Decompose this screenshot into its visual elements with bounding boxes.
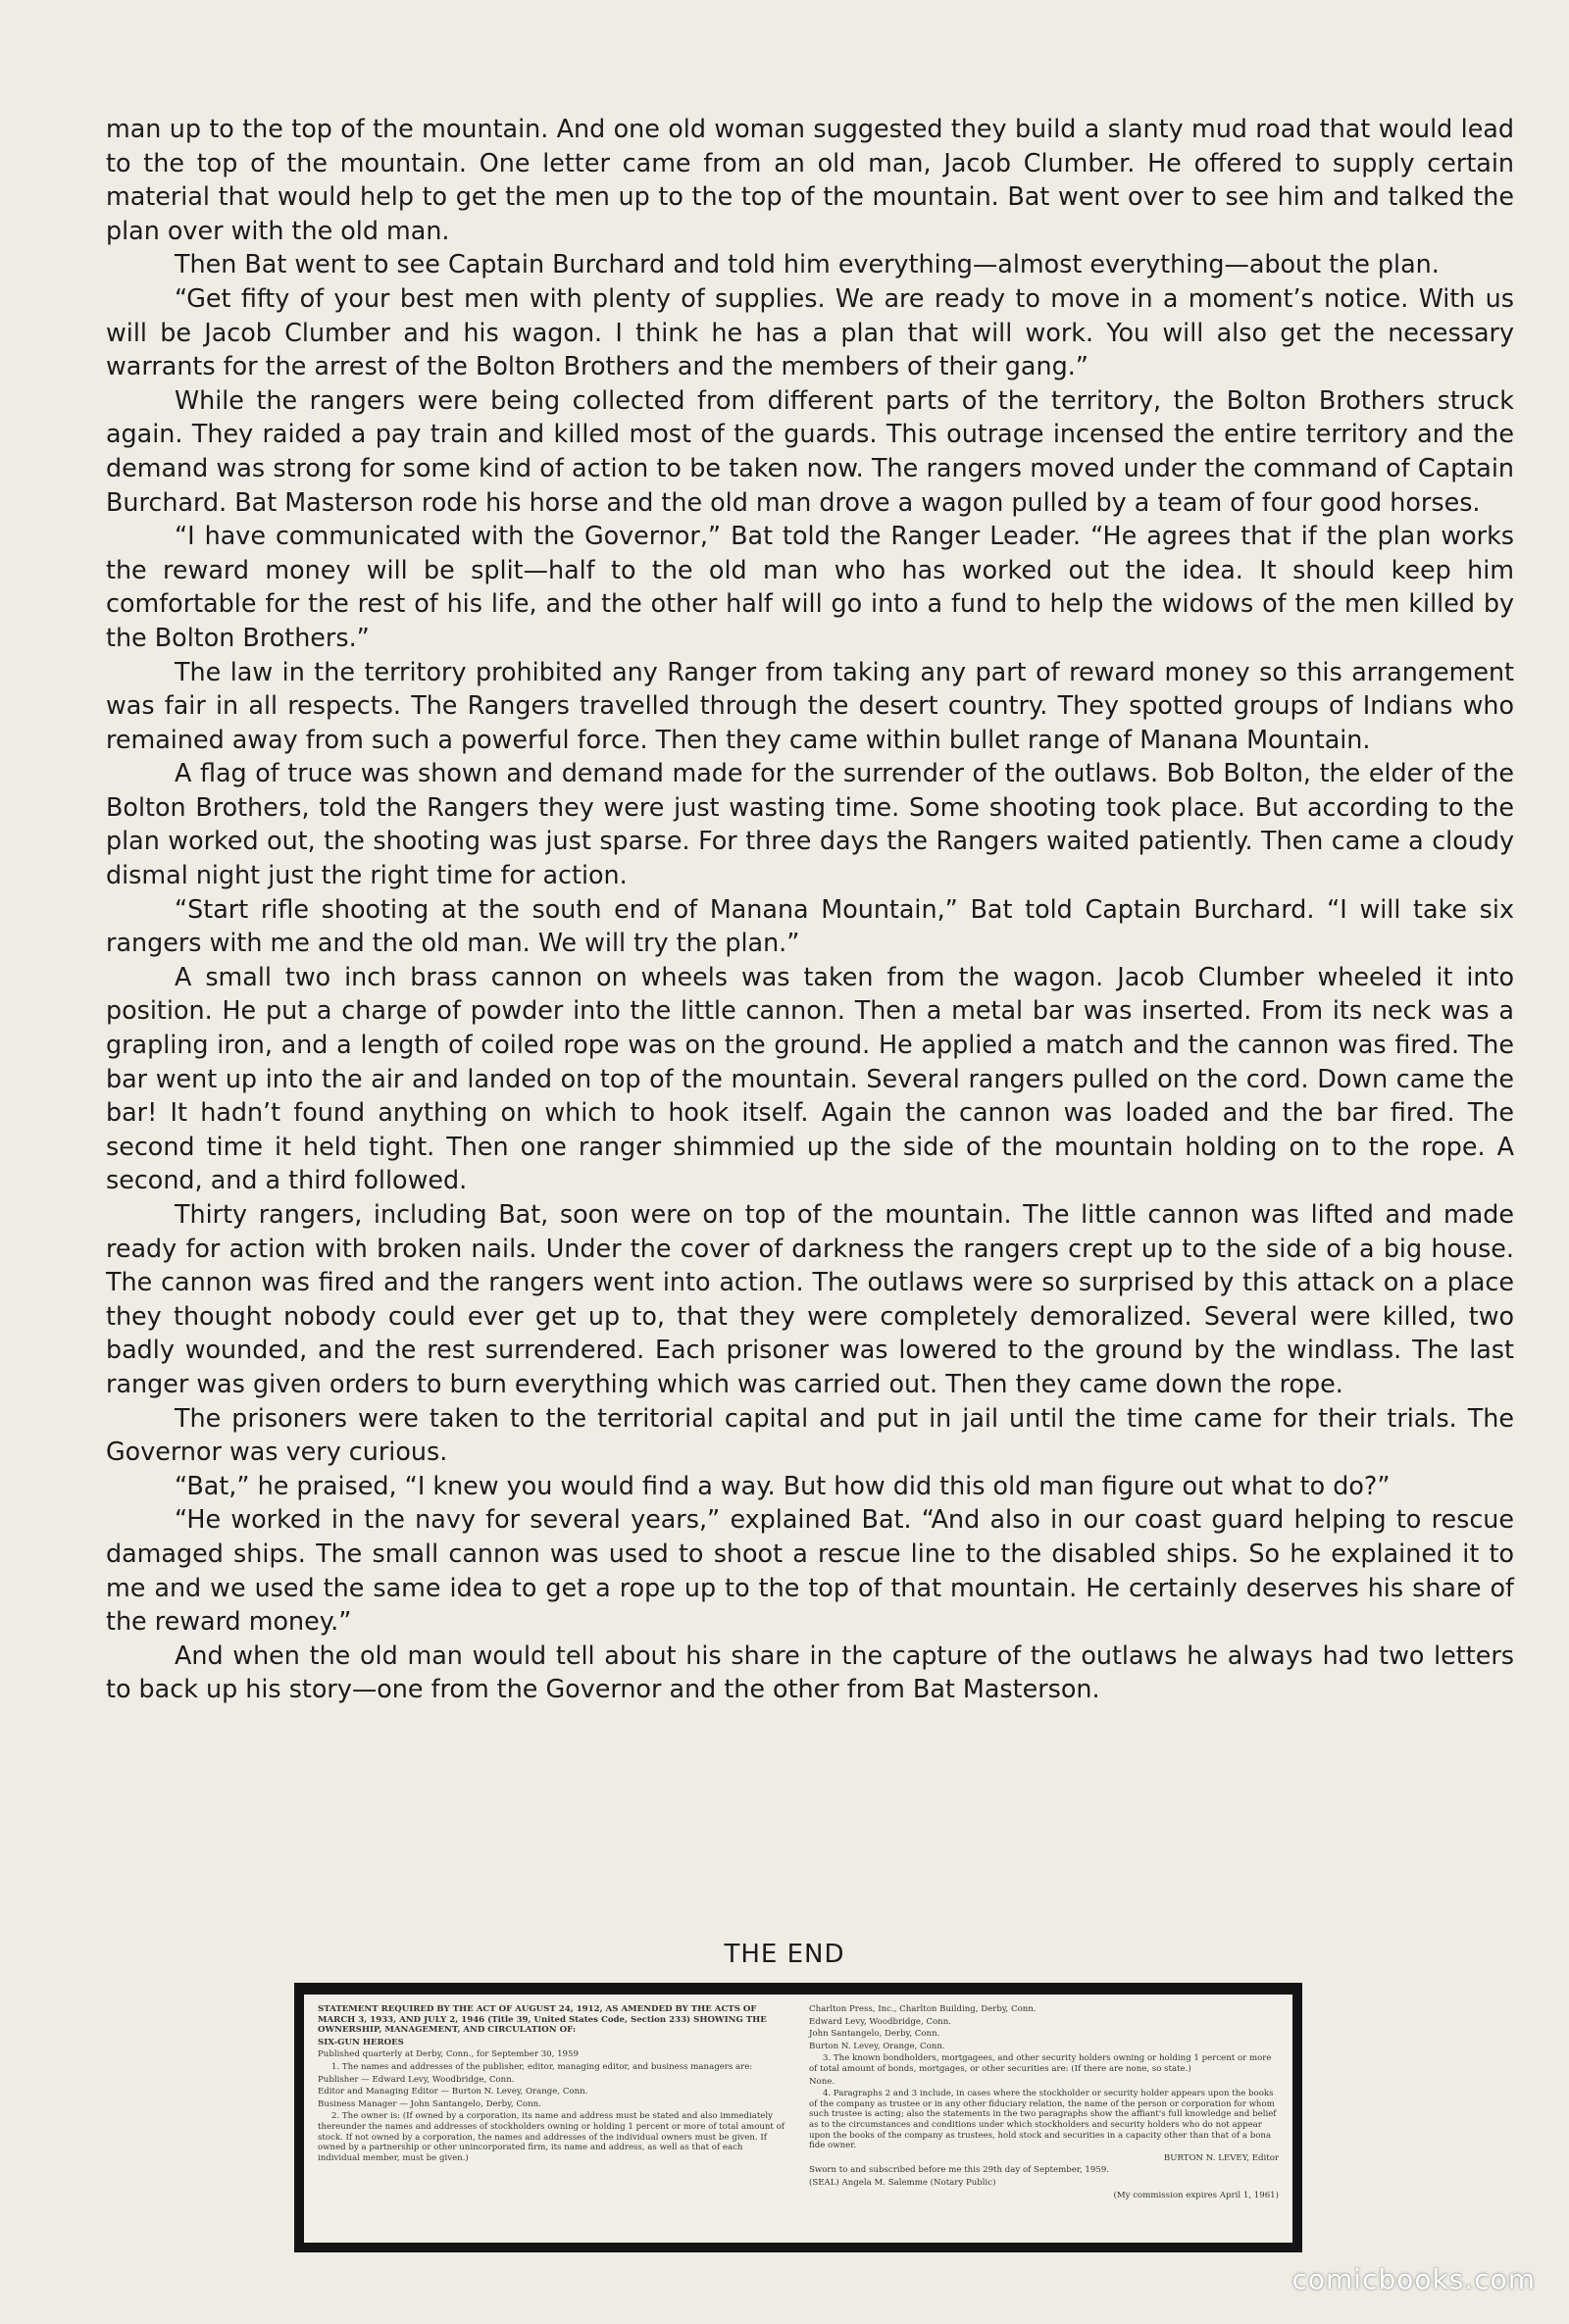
story-paragraph: man up to the top of the mountain. And one old woman suggested they build a slanty mud road that would lead to the top of the mountain. One letter came from an old man, Jacob Clumber. He offered to supply certain material that would help to get the men up to the top of the mountain. Bat went over to see him and talked the plan over with the old man. (106, 114, 1514, 245)
statement-line: Edward Levy, Woodbridge, Conn. (809, 2016, 951, 2027)
ownership-statement-inner (304, 1995, 1292, 2243)
story-paragraph: “I have communicated with the Governor,” Bat told the Ranger Leader. “He agrees that if the plan works the reward money will be split—half to the old man who has worked out the idea. It should keep him comfortable for the rest of his life, and the other half will go into a fund to help the widows of the men killed by the Bolton Brothers.” (106, 521, 1514, 652)
ownership-statement-box (294, 1983, 1302, 2252)
statement-line: Editor and Managing Editor — Burton N. Levey, Orange, Conn. (318, 2087, 588, 2097)
statement-line: Burton N. Levey, Orange, Conn. (809, 2041, 945, 2051)
statement-line: (SEAL) Angela M. Salemme (Notary Public) (809, 2177, 996, 2188)
statement-signature: BURTON N. LEVEY, Editor (1163, 2152, 1279, 2163)
statement-right-column (809, 2004, 1279, 2233)
statement-line: Business Manager — John Santangelo, Derby, Conn. (318, 2098, 541, 2109)
statement-line: 3. The known bondholders, mortgagees, and other security holders owning or holding 1 percent or more of total amount of bonds, mortgages, or other securities are: (If there are none, so state.) (809, 2053, 1272, 2074)
statement-line: (My commission expires April 1, 1961) (1113, 2190, 1279, 2200)
story-paragraph: Then Bat went to see Captain Burchard and told him everything—almost everything—about the plan. (175, 249, 1440, 279)
statement-line: None. (809, 2076, 835, 2087)
story-paragraph: “Get fifty of your best men with plenty of supplies. We are ready to move in a moment’s notice. With us will be Jacob Clumber and his wagon. I think he has a plan that will work. You will also get the necessary warrants for the arrest of the Bolton Brothers and the members of their gang.” (106, 282, 1514, 381)
site-watermark: comicbooks.com (1291, 2263, 1536, 2296)
story-paragraph: A flag of truce was shown and demand made for the surrender of the outlaws. Bob Bolton, the elder of the Bolton Brothers, told the Rangers they were just wasting time. Some shooting took place. But according to the plan worked out, the shooting was just sparse. For three days the Rangers waited patiently. Then came a cloudy dismal night just the right time for action. (106, 758, 1514, 890)
story-paragraph: “Start rifle shooting at the south end of Manana Mountain,” Bat told Captain Burchard. “I will take six rangers with me and the old man. We will try the plan.” (106, 893, 1514, 958)
statement-line: Sworn to and subscribed before me this 29th day of September, 1959. (809, 2165, 1110, 2176)
statement-line: 2. The owner is: (If owned by a corporation, its name and address must be stated and also immediately thereunder the names and addresses of stockholders owning or holding 1 percent or more of total amount of stock. If not owned by a corporation, the names and addresses of the individual owners must be given. If owned by a partnership or other unincorporated firm, its name and address, as well as that of each individual member, must be given.) (318, 2111, 784, 2163)
story-paragraph: The law in the territory prohibited any Ranger from taking any part of reward money so this arrangement was fair in all respects. The Rangers travelled through the desert country. They spotted groups of Indians who remained away from such a powerful force. Then they came within bullet range of Manana Mountain. (106, 656, 1514, 754)
story-paragraph: Thirty rangers, including Bat, soon were on top of the mountain. The little cannon was lifted and made ready for action with broken nails. Under the cover of darkness the rangers crept up to the side of a big house. The cannon was fired and the rangers went into action. The outlaws were so surprised by this attack on a place they thought nobody could ever get up to, that they were completely demoralized. Several were killed, two badly wounded, and the rest surrendered. Each prisoner was lowered to the ground by the windlass. The last ranger was given orders to burn everything which was carried out. Then they came down the rope. (106, 1199, 1514, 1398)
story-paragraph: The prisoners were taken to the territorial capital and put in jail until the time came for their trials. The Governor was very curious. (106, 1402, 1514, 1467)
statement-line: Published quarterly at Derby, Conn., for September 30, 1959 (318, 2049, 579, 2060)
statement-line: 1. The names and addresses of the publisher, editor, managing editor, and business managers are: (331, 2061, 753, 2072)
statement-line: Publisher — Edward Levy, Woodbridge, Conn. (318, 2074, 515, 2085)
the-end-label: THE END (724, 1940, 845, 1969)
statement-heading: STATEMENT REQUIRED BY THE ACT OF AUGUST 24, 1912, AS AMENDED BY THE ACTS OF MARCH 3, 1933, AND JULY 2, 1946 (Title 39, United States Code, Section 233) SHOWING THE OWNERSHIP, MANAGEMENT, AND CIRCULATION OF: (318, 2004, 767, 2036)
story-paragraph: “He worked in the navy for several years,” explained Bat. “And also in our coast guard helping to rescue damaged ships. The small cannon was used to shoot a rescue line to the disabled ships. So he explained it to me and we used the same idea to get a rope up to the top of that mountain. He certainly deserves his share of the reward money.” (106, 1504, 1514, 1637)
statement-line: John Santangelo, Derby, Conn. (809, 2029, 940, 2040)
story-paragraph: And when the old man would tell about his share in the capture of the outlaws he always had two letters to back up his story—one from the Governor and the other from Bat Masterson. (106, 1640, 1514, 1704)
statement-left-column (318, 2004, 787, 2233)
story-paragraph: While the rangers were being collected from different parts of the territory, the Bolton Brothers struck again. They raided a pay train and killed most of the guards. This outrage incensed the entire territory and the demand was strong for some kind of action to be taken now. The rangers moved under the command of Captain Burchard. Bat Masterson rode his horse and the old man drove a wagon pulled by a team of four good horses. (106, 384, 1514, 517)
story-text (106, 112, 1514, 1706)
story-paragraph: A small two inch brass cannon on wheels was taken from the wagon. Jacob Clumber wheeled it into position. He put a charge of powder into the little cannon. Then a metal bar was inserted. From its neck was a grapling iron, and a length of coiled rope was on the ground. He applied a match and the cannon was fired. The bar went up into the air and landed on top of the mountain. Several rangers pulled on the cord. Down came the bar! It hadn’t found anything on which to hook itself. Again the cannon was loaded and the bar fired. The second time it held tight. Then one ranger shimmied up the side of the mountain holding on to the rope. A second, and a third followed. (106, 961, 1514, 1195)
statement-publication-name: SIX-GUN HEROES (318, 2037, 404, 2047)
statement-line: 4. Paragraphs 2 and 3 include, in cases where the stockholder or security holder appears upon the books of the company as trustee or in any other fiduciary relation, the name of the person or corporation for whom such trustee is acting; also the statements in the two paragraphs show the affiant's full knowledge and belief as to the circumstances and conditions under which stockholders and security holders who do not appear upon the books of the company as trustees, hold stock and securities in a capacity other than that of a bona fide owner. (809, 2089, 1277, 2151)
statement-line: Charlton Press, Inc., Charlton Building, Derby, Conn. (809, 2004, 1037, 2014)
story-paragraph: “Bat,” he praised, “I knew you would find a way. But how did this old man figure out what to do?” (175, 1470, 1391, 1500)
